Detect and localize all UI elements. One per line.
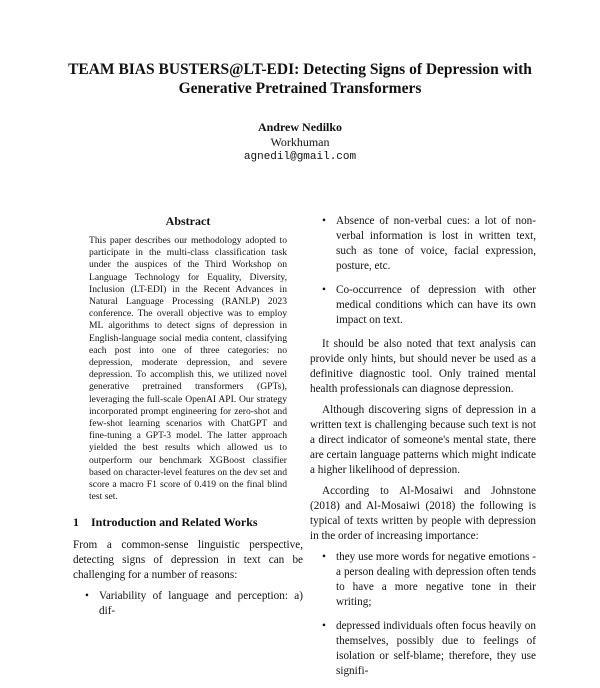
title-line-2: Generative Pretrained Transformers bbox=[178, 80, 422, 97]
list-item-text: Variability of language and perception: a) dif- bbox=[99, 590, 303, 618]
list-item bbox=[310, 619, 536, 679]
challenges-bullet-list bbox=[310, 214, 536, 328]
list-item-text: Absence of non-verbal cues: a lot of non-verbal information is lost in written text, such as tone of voice, facial expression, posture, etc. bbox=[336, 215, 536, 272]
left-column bbox=[73, 214, 303, 628]
list-item-text: depressed individuals often focus heavily on themselves, possibly due to feelings of isolation or self-blame; therefore, they use signifi- bbox=[336, 620, 536, 677]
list-item-text: Co-occurrence of depression with other medical conditions which can have its own impact on text. bbox=[336, 284, 536, 326]
intro-paragraph: From a common-sense linguistic perspective, detecting signs of depression in text can be challenging for a number of reasons: bbox=[73, 539, 303, 582]
title-line-1: TEAM BIAS BUSTERS@LT-EDI: Detecting Signs of Depression with bbox=[68, 61, 532, 78]
section-heading bbox=[73, 515, 303, 530]
abstract-text: This paper describes our methodology adopted to participate in the multi-class classification task under the auspices of the Third Workshop on Language Technology for Equality, Diversity, Inclusion (LT-EDI) in the Recent Advances in Natural Language Processing (RANLP) 2023 conference. The overall objective was to employ ML algorithms to detect signs of depression in English-language social media content, classifying each post into one of three categories: no depression, moderate depression, and severe depression. To accomplish this, we utilized novel generative pretrained transformers (GPTs), leveraging the full-scale OpenAI API. Our strategy incorporated prompt engineering for zero-shot and few-shot learning scenarios with ChatGPT and fine-tuning a GPT-3 model. The latter approach yielded the best results which allowed us to outperform our benchmark XGBoost classifier based on character-level features on the dev set and score a macro F1 score of 0.419 on the final blind test set. bbox=[89, 235, 287, 503]
list-item bbox=[73, 589, 303, 619]
paper-title bbox=[40, 60, 560, 98]
list-item bbox=[310, 283, 536, 328]
body-paragraph: According to Al-Mosaiwi and Johnstone (2018) and Al-Mosaiwi (2018) the following is typical of texts written by people with depression in the order of increasing importance: bbox=[310, 485, 536, 542]
body-paragraph: It should be also noted that text analysis can provide only hints, but should never be used as a definitive diagnostic tool. Only trained mental health professionals can diagnose depression. bbox=[310, 338, 536, 395]
abstract-heading: Abstract bbox=[165, 214, 211, 228]
author-email: agnedil@gmail.com bbox=[243, 151, 357, 163]
list-item bbox=[310, 550, 536, 610]
bullet-icon: • bbox=[322, 284, 326, 296]
intro-bullet-list bbox=[73, 589, 303, 619]
section-number: 1 bbox=[73, 515, 79, 530]
author-name: Andrew Nedilko bbox=[257, 120, 343, 134]
section-title: Introduction and Related Works bbox=[91, 515, 258, 530]
list-item-text: they use more words for negative emotions - a person dealing with depression often tends to have a more negative tone in their writing; bbox=[336, 551, 536, 608]
patterns-bullet-list bbox=[310, 550, 536, 679]
bullet-icon: • bbox=[85, 590, 89, 603]
author-affiliation: Workhuman bbox=[270, 135, 330, 149]
right-column bbox=[310, 214, 536, 688]
bullet-icon: • bbox=[322, 215, 326, 227]
bullet-icon: • bbox=[322, 620, 326, 632]
list-item bbox=[310, 214, 536, 274]
body-paragraph: Although discovering signs of depression in a written text is challenging because such text is not a direct indicator of someone's mental state, there are certain language patterns which might indicate a higher likelihood of depression. bbox=[310, 404, 536, 476]
bullet-icon: • bbox=[322, 551, 326, 563]
author-block bbox=[150, 120, 450, 165]
